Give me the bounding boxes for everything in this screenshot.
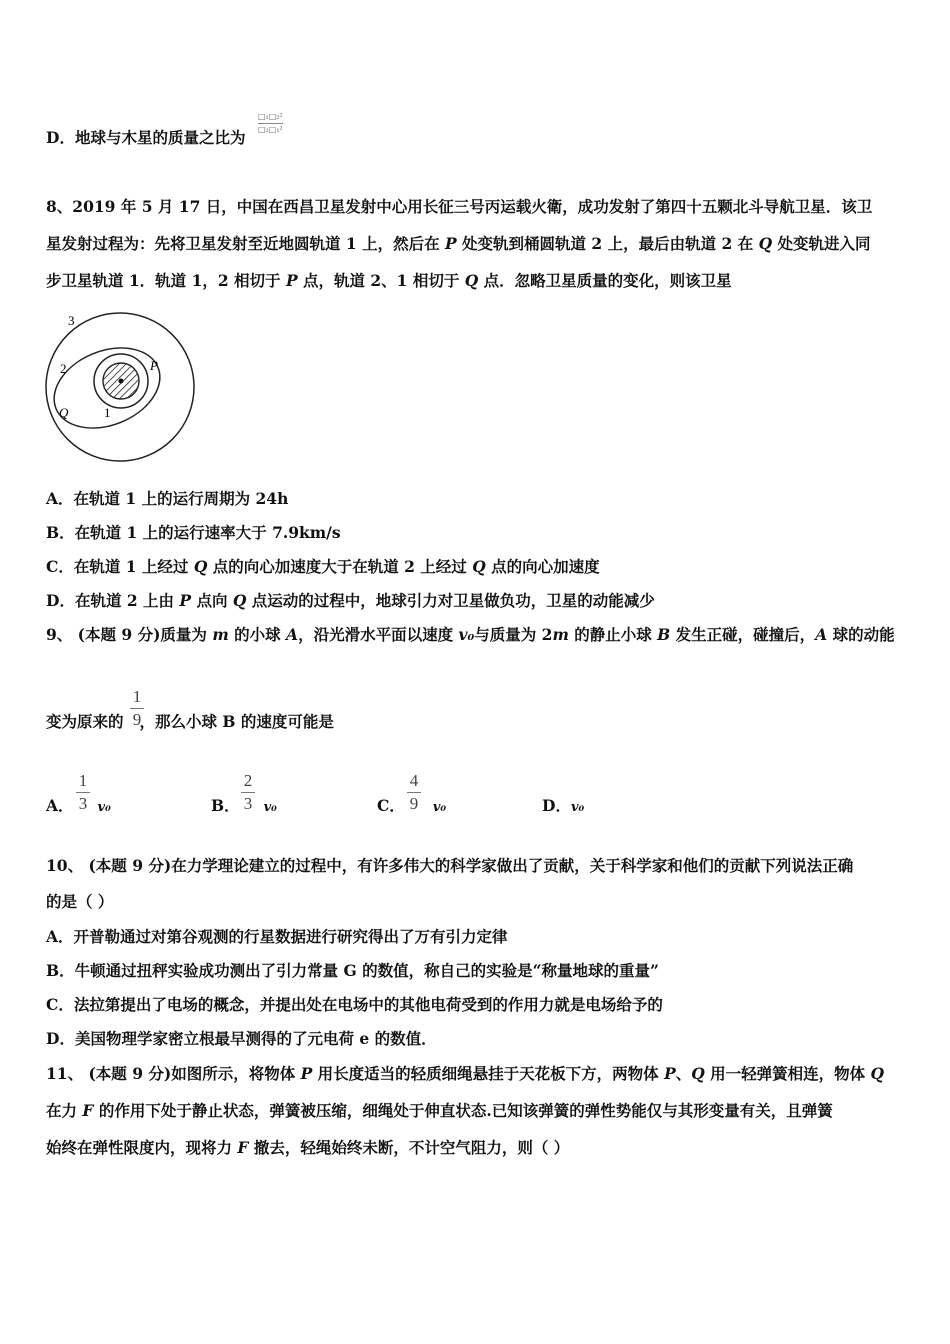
q9-stem-line2: 变为原来的 ，那么小球 B 的速度可能是 (46, 712, 334, 731)
q9-option-b: B． v₀ (211, 796, 277, 815)
q10-stem-line2: 的是（ ） (46, 892, 114, 911)
q9-option-b-fraction: 2 3 (241, 772, 255, 813)
q8-stem-line2: 星发射过程为：先将卫星发射至近地圆轨道 1 上，然后在 P 处变轨到桶圆轨道 2 上，最后由轨道 2 在 Q 处变轨进入同 (46, 234, 871, 253)
q8-option-c: C．在轨道 1 上经过 Q 点的向心加速度大于在轨道 2 上经过 Q 点的向心加速度 (46, 557, 600, 576)
earth-center (119, 379, 124, 384)
q7-option-d: D．地球与木星的质量之比为 (46, 128, 246, 147)
q7-mass-ratio-fraction: □₁□₂² □₂□₁² (258, 112, 283, 134)
label-3: 3 (68, 313, 75, 328)
label-q: Q (59, 405, 69, 420)
q10-option-a: A．开普勒通过对第谷观测的行星数据进行研究得出了万有引力定律 (46, 927, 508, 946)
q9-option-c-fraction: 4 9 (407, 772, 421, 813)
q9-option-a: A． v₀ (46, 796, 111, 815)
q8-option-d: D．在轨道 2 上由 P 点向 Q 点运动的过程中，地球引力对卫星做负功，卫星的动能减少 (46, 591, 655, 610)
q9-stem-line1: 9、 (本题 9 分)质量为 m 的小球 A，沿光滑水平面以速度 v₀与质量为 2m 的静止小球 B 发生正碰，碰撞后，A 球的动能 (46, 625, 895, 644)
label-p: P (150, 358, 158, 373)
label-1: 1 (104, 405, 111, 420)
q10-option-c: C．法拉第提出了电场的概念，并提出处在电场中的其他电荷受到的作用力就是电场给予的 (46, 995, 663, 1014)
label-2: 2 (60, 361, 67, 376)
q10-option-b: B．牛顿通过扭秤实验成功测出了引力常量 G 的数值，称自己的实验是“称量地球的重量” (46, 961, 659, 980)
q10-stem-line1: 10、 (本题 9 分)在力学理论建立的过程中，有许多伟大的科学家做出了贡献，关于科学家和他们的贡献下列说法正确 (46, 856, 854, 875)
q9-option-d: D．v₀ (542, 796, 585, 815)
q8-option-a: A．在轨道 1 上的运行周期为 24h (46, 489, 289, 508)
q10-option-d: D．美国物理学家密立根最早测得的了元电荷 e 的数值． (46, 1029, 437, 1048)
q11-stem-line3: 始终在弹性限度内，现将力 F 撤去，轻绳始终未断，不计空气阻力，则（ ） (46, 1138, 570, 1157)
q11-stem-line1: 11、 (本题 9 分)如图所示，将物体 P 用长度适当的轻质细绳悬挂于天花板下方，两物体 P、Q 用一轻弹簧相连，物体 Q (46, 1064, 885, 1083)
q9-option-a-fraction: 1 3 (76, 772, 90, 813)
q9-option-c: C． v₀ (377, 796, 447, 815)
q8-option-b: B．在轨道 1 上的运行速率大于 7.9km/s (46, 523, 341, 542)
q8-stem-line1: 8、2019 年 5 月 17 日，中国在西昌卫星发射中心用长征三号丙运载火衛，成功发射了第四十五颗北斗导航卫星．该卫 (46, 197, 873, 216)
q11-stem-line2: 在力 F 的作用下处于静止状态，弹簧被压缩，细绳处于伸直状态.已知该弹簧的弹性势能仅与其形变量有关，且弹簧 (46, 1101, 833, 1120)
orbit-diagram (40, 308, 200, 466)
q8-stem-line3: 步卫星轨道 1．轨道 1，2 相切于 P 点，轨道 2、1 相切于 Q 点．忽略卫星质量的变化，则该卫星 (46, 271, 732, 290)
q9-ratio-fraction: 1 9 (130, 688, 144, 729)
